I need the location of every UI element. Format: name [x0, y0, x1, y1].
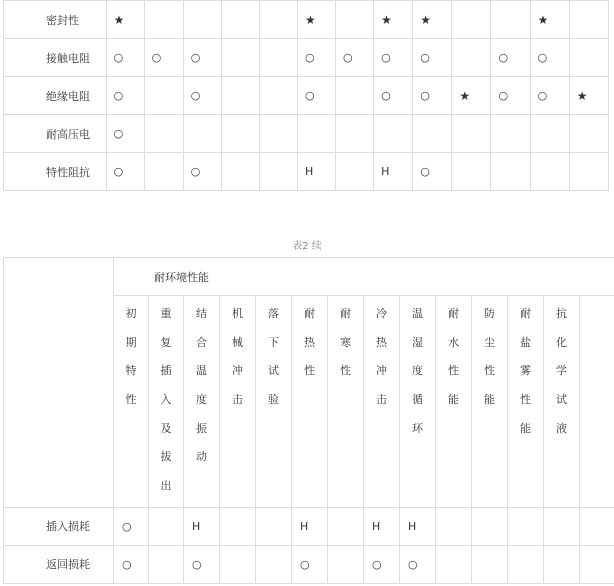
- table-cell: [508, 545, 544, 583]
- table-cell: [259, 39, 297, 77]
- table-cell: [491, 115, 530, 153]
- table-cell: [220, 507, 256, 545]
- table-cell: [144, 115, 183, 153]
- column-header-text: [580, 296, 614, 306]
- column-header-text: 结 合 温 度 振 动: [196, 307, 207, 464]
- column-header: [292, 296, 328, 508]
- circle-mark: ○: [420, 165, 430, 178]
- table-cell: [183, 115, 221, 153]
- row-label: 插入损耗: [4, 507, 114, 545]
- circle-mark: ○: [498, 51, 509, 64]
- table-cell: [297, 115, 335, 153]
- table-cell: [144, 77, 183, 115]
- table-cell: [580, 507, 614, 545]
- column-header-text: 耐 水 性 能: [448, 307, 459, 407]
- circle-mark: ○: [113, 165, 124, 178]
- circle-mark: ○: [113, 127, 124, 140]
- table-cell: [364, 545, 400, 583]
- column-header-text: 落 下 试 验: [268, 307, 279, 407]
- table-cell: [530, 153, 569, 191]
- table-cell: [297, 39, 335, 77]
- table-row: [4, 77, 609, 115]
- table-row: [4, 115, 609, 153]
- circle-mark: ○: [420, 89, 430, 102]
- table-cell: [569, 153, 608, 191]
- table-cell: [491, 39, 530, 77]
- circle-mark: ○: [190, 51, 201, 64]
- table-cell: [530, 77, 569, 115]
- column-header: [580, 296, 614, 508]
- table-cell: [374, 77, 413, 115]
- table-cell: [400, 545, 436, 583]
- table-cell: [149, 545, 184, 583]
- table-cell: [144, 153, 183, 191]
- column-header: [328, 296, 364, 508]
- row-label: 返回损耗: [4, 545, 114, 583]
- table-cell: [374, 1, 413, 39]
- table-cell: [259, 77, 297, 115]
- circle-mark: ○: [343, 51, 353, 64]
- column-header: [114, 296, 149, 508]
- table-cell: [256, 507, 292, 545]
- circle-mark: ○: [122, 557, 132, 571]
- table-cell: [144, 39, 183, 77]
- table-cell: [508, 507, 544, 545]
- circle-mark: ○: [300, 557, 310, 571]
- table-cell: [106, 1, 144, 39]
- table-cell: [328, 545, 364, 583]
- column-header: [149, 296, 184, 508]
- table-cell: [452, 115, 491, 153]
- row-label: 密封性: [4, 1, 107, 39]
- table-cell: [336, 153, 374, 191]
- table-cell: [114, 507, 149, 545]
- table-cell: [259, 153, 297, 191]
- h-mark: H: [304, 165, 314, 178]
- table-cell: [569, 39, 608, 77]
- table-cell: [184, 507, 220, 545]
- column-header-text: 温 湿 度 循 环: [412, 307, 423, 435]
- table-row: [4, 545, 614, 583]
- circle-mark: ○: [192, 557, 202, 571]
- row-label: 接触电阻: [4, 39, 107, 77]
- table-cell: [413, 39, 452, 77]
- column-header: [508, 296, 544, 508]
- table-cell: [259, 1, 297, 39]
- star-mark: ★: [576, 88, 588, 103]
- table-cell: [491, 77, 530, 115]
- h-mark: H: [300, 519, 309, 533]
- table-cell: [256, 545, 292, 583]
- circle-mark: ○: [537, 89, 548, 102]
- table-cell: [491, 153, 530, 191]
- table-cell: [374, 39, 413, 77]
- circle-mark: ○: [304, 89, 315, 102]
- group-header-cell: [114, 258, 614, 296]
- table-cell: [221, 115, 259, 153]
- circle-mark: ○: [190, 89, 201, 102]
- table-cell: [184, 545, 220, 583]
- table-cell: [221, 1, 259, 39]
- table-cell: [374, 115, 413, 153]
- table-cell: [221, 153, 259, 191]
- column-header-text: 耐 寒 性: [340, 307, 351, 378]
- table-cell: [106, 153, 144, 191]
- table-cell: [292, 507, 328, 545]
- column-header-text: 抗 化 学 试 液: [556, 307, 567, 435]
- table-row: [4, 39, 609, 77]
- star-mark: ★: [420, 12, 431, 27]
- star-mark: ★: [113, 12, 125, 27]
- table-cell: [364, 507, 400, 545]
- table-cell: [336, 115, 374, 153]
- table-cell: [336, 77, 374, 115]
- table-row: [4, 1, 609, 39]
- row-label: 绝缘电阻: [4, 77, 107, 115]
- table-cell: [413, 115, 452, 153]
- table-caption: 表2 续: [292, 241, 322, 252]
- h-mark: H: [408, 519, 417, 533]
- table-cell: [336, 1, 374, 39]
- table-cell: [569, 1, 608, 39]
- table-cell: [183, 153, 221, 191]
- column-header: [184, 296, 220, 508]
- table-cell: [292, 545, 328, 583]
- table-cell: [183, 1, 221, 39]
- table-cell: [149, 507, 184, 545]
- circle-mark: ○: [420, 51, 430, 64]
- circle-mark: ○: [498, 89, 509, 102]
- circle-mark: ○: [151, 51, 162, 64]
- group-header: 耐环境性能: [154, 270, 209, 284]
- circle-mark: ○: [381, 89, 391, 102]
- h-mark: H: [381, 165, 390, 178]
- column-header: [400, 296, 436, 508]
- table-cell: [436, 545, 472, 583]
- corner-cell: [4, 258, 114, 508]
- table-cell: [183, 77, 221, 115]
- table-cell: [183, 39, 221, 77]
- table-cell: [544, 507, 580, 545]
- table-cell: [114, 545, 149, 583]
- column-header-text: 机 械 冲 击: [232, 307, 243, 407]
- table-cell: [580, 545, 614, 583]
- column-header-text: 耐 盐 雾 性 能: [520, 307, 531, 435]
- column-header-text: 初 期 特 性: [125, 307, 137, 407]
- circle-mark: ○: [113, 89, 124, 102]
- table-cell: [259, 115, 297, 153]
- table-cell: [221, 39, 259, 77]
- table-cell: [452, 153, 491, 191]
- column-header-text: 重 复 插 入 及 拔 出: [160, 307, 172, 493]
- table-cell: [452, 1, 491, 39]
- column-header: [256, 296, 292, 508]
- table-cell: [413, 153, 452, 191]
- table-cell: [530, 1, 569, 39]
- table-cell: [220, 545, 256, 583]
- circle-mark: ○: [408, 557, 418, 571]
- table-cell: [328, 507, 364, 545]
- circle-mark: ○: [113, 51, 124, 64]
- table-row: [4, 507, 614, 545]
- environmental-performance-table: [3, 257, 614, 584]
- table-cell: [452, 77, 491, 115]
- table-cell: [374, 153, 413, 191]
- column-header: [472, 296, 508, 508]
- table-cell: [491, 1, 530, 39]
- circle-mark: ○: [372, 557, 382, 571]
- table-cell: [297, 1, 335, 39]
- column-header-text: 防 尘 性 能: [484, 307, 495, 407]
- table-row: [4, 153, 609, 191]
- table-cell: [472, 507, 508, 545]
- table-cell: [436, 507, 472, 545]
- h-mark: H: [372, 519, 381, 533]
- table-cell: [472, 545, 508, 583]
- circle-mark: ○: [122, 519, 132, 533]
- circle-mark: ○: [304, 51, 315, 64]
- table-cell: [569, 115, 608, 153]
- table-cell: [452, 39, 491, 77]
- table-cell: [297, 153, 335, 191]
- table-cell: [297, 77, 335, 115]
- table-cell: [413, 77, 452, 115]
- table-cell: [221, 77, 259, 115]
- table-cell: [144, 1, 183, 39]
- column-header: [220, 296, 256, 508]
- table-cell: [106, 115, 144, 153]
- row-label: 耐高压电: [4, 115, 107, 153]
- properties-table-top: [3, 0, 609, 191]
- table-cell: [530, 39, 569, 77]
- star-mark: ★: [459, 88, 471, 103]
- table-cell: [400, 507, 436, 545]
- table-cell: [106, 39, 144, 77]
- circle-mark: ○: [537, 51, 548, 64]
- column-header: [364, 296, 400, 508]
- column-header-text: 耐 热 性: [304, 307, 315, 378]
- star-mark: ★: [537, 12, 549, 27]
- h-mark: H: [192, 519, 201, 533]
- column-header: [436, 296, 472, 508]
- table-cell: [413, 1, 452, 39]
- table-cell: [106, 77, 144, 115]
- column-header-text: 冷 热 冲 击: [376, 307, 387, 407]
- table-cell: [336, 39, 374, 77]
- star-mark: ★: [304, 12, 316, 27]
- circle-mark: ○: [190, 165, 201, 178]
- star-mark: ★: [381, 12, 392, 27]
- row-label: 特性阻抗: [4, 153, 107, 191]
- table-cell: [530, 115, 569, 153]
- column-header: [544, 296, 580, 508]
- circle-mark: ○: [381, 51, 391, 64]
- table-cell: [569, 77, 608, 115]
- table-cell: [544, 545, 580, 583]
